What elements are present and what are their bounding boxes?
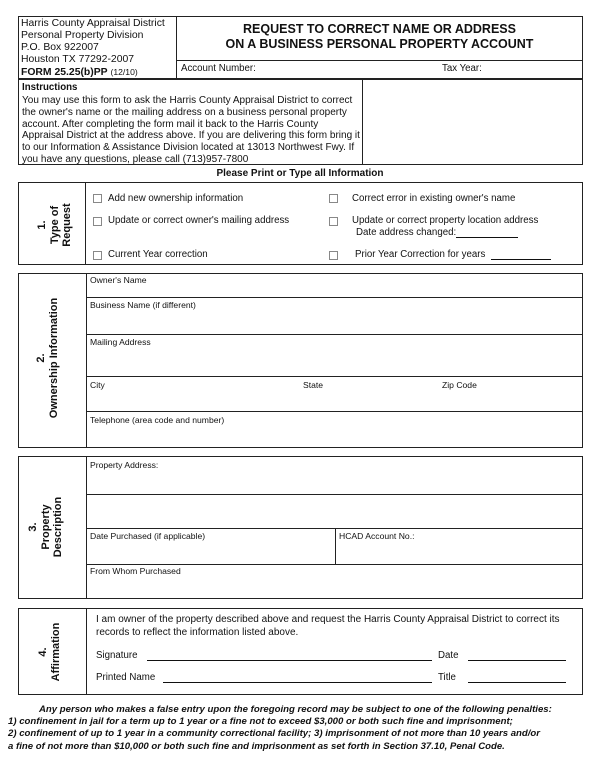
title-label: Title [438,672,456,683]
checkbox-update-mailing[interactable] [93,217,102,226]
section4-label-divider [86,608,87,695]
date-changed-label: Date address changed: [356,227,457,238]
option-correct-error-label: Correct error in existing owner's name [352,193,516,204]
property-address-field[interactable] [86,471,583,494]
form-date: (12/10) [110,67,138,77]
section1-label [36,185,74,265]
printed-name-label: Printed Name [96,672,156,683]
telephone-field[interactable] [86,426,583,446]
form-id [21,66,165,79]
affirmation-statement: I am owner of the property described above and request the Harris County Appraisal District to correct its records to reflect the information listed above. [96,614,560,638]
section1-label-divider [85,182,86,265]
business-name-line [86,334,583,335]
checkbox-prior-year[interactable] [329,251,338,260]
date-changed-line[interactable] [456,237,518,238]
owner-name-line [86,297,583,298]
penalty-line2: 1) confinement in jail for a term up to 1 year or a fine not to exceed $3,000 or both such fine and imprisonment; [8,716,513,728]
org-address [21,18,165,79]
mailing-address-line [86,376,583,377]
option-add-owner-label: Add new ownership information [108,193,244,204]
org-division: Personal Property Division [21,30,144,41]
prior-year-line[interactable] [491,259,551,260]
owner-name-label: Owner's Name [90,275,147,285]
business-name-field[interactable] [86,311,583,334]
form-title-line1: REQUEST TO CORRECT NAME OR ADDRESS [243,22,516,36]
account-number-label: Account Number: [181,63,256,74]
city-label: City [90,380,105,390]
form-number: FORM 25.25(b)PP [21,67,108,78]
option-update-mailing-label: Update or correct owner's mailing address [108,215,290,226]
section1-label-line1: Type of [48,205,61,245]
option-current-year-label: Current Year correction [108,249,208,260]
city-state-zip-field[interactable] [86,391,583,411]
city-line [86,411,583,412]
checkbox-current-year[interactable] [93,251,102,260]
instructions-heading: Instructions [22,82,78,93]
penalty-notice [8,704,598,753]
printed-name-line[interactable] [163,682,432,683]
checkbox-add-owner[interactable] [93,194,102,203]
from-whom-label: From Whom Purchased [90,566,181,576]
affirmation-date-line[interactable] [468,660,566,661]
from-whom-field[interactable] [86,577,583,597]
instructions-body: You may use this form to ask the Harris County Appraisal District to correct the owner's name or the mailing address on a business personal property account. After completing the form mail it back to the Harris County Appraisal District at the address above. If you are delivering this form bring it to our Information & Assistance Division located at 13013 Northwest Fwy. If you have any questions, please call (713)957-7800 [22,95,360,165]
section2-label-text: Ownership Information [47,297,60,419]
instructions-divider [362,79,363,165]
section1-label-line2: Request [61,203,74,247]
section4-label-text: Affirmation [49,622,62,682]
zip-label: Zip Code [442,380,477,390]
mailing-address-field[interactable] [86,348,583,374]
date-purchased-label: Date Purchased (if applicable) [90,531,206,541]
section3-label-line2: Description [52,496,65,558]
penalty-line3: 2) confinement of up to 1 year in a community correctional facility; 3) imprisonment of not more than 10 years and/or [8,728,541,740]
penalty-line4: a fine of not more than $10,000 or both such fine and imprisonment as set forth in Section 37.10, Penal Code. [8,740,505,752]
section1-label-num: 1. [36,220,48,230]
section2-label-num: 2. [35,353,47,363]
form-title-line2: ON A BUSINESS PERSONAL PROPERTY ACCOUNT [225,37,534,51]
hcad-account-label: HCAD Account No.: [339,531,415,541]
option-prior-year-label: Prior Year Correction for years [355,249,486,260]
signature-label: Signature [96,650,138,661]
date-purchased-line [86,564,583,565]
section4-label [37,607,67,697]
date-label: Date [438,650,459,661]
business-name-label: Business Name (if different) [90,300,196,310]
mailing-address-label: Mailing Address [90,337,151,347]
title-line[interactable] [468,682,566,683]
section3-label-num: 3. [27,522,39,532]
org-po-box: P.O. Box 922007 [21,42,99,53]
option-update-location-label: Update or correct property location address [352,215,539,226]
penalty-line1: Any person who makes a false entry upon the foregoing record may be subject to one of the following penalties: [39,704,552,715]
property-address-label: Property Address: [90,460,159,470]
state-label: State [303,380,324,390]
tax-year-label: Tax Year: [442,63,482,74]
org-city: Houston TX 77292-2007 [21,54,135,65]
section3-label-line1: Property [39,504,52,550]
checkbox-correct-error[interactable] [329,194,338,203]
header-account-line [176,60,583,61]
section4-label-num: 4. [37,647,49,657]
form-title [176,22,583,52]
telephone-label: Telephone (area code and number) [90,415,225,425]
signature-line[interactable] [147,660,432,661]
owner-name-field[interactable] [86,286,583,297]
section3-label [27,482,69,572]
property-address-field-2[interactable] [86,495,583,527]
print-notice: Please Print or Type all Information [216,168,384,179]
section2-label [35,288,65,428]
org-name: Harris County Appraisal District [21,18,165,29]
date-purchased-field[interactable] [86,542,335,564]
checkbox-update-location[interactable] [329,217,338,226]
hcad-account-field[interactable] [336,542,583,564]
